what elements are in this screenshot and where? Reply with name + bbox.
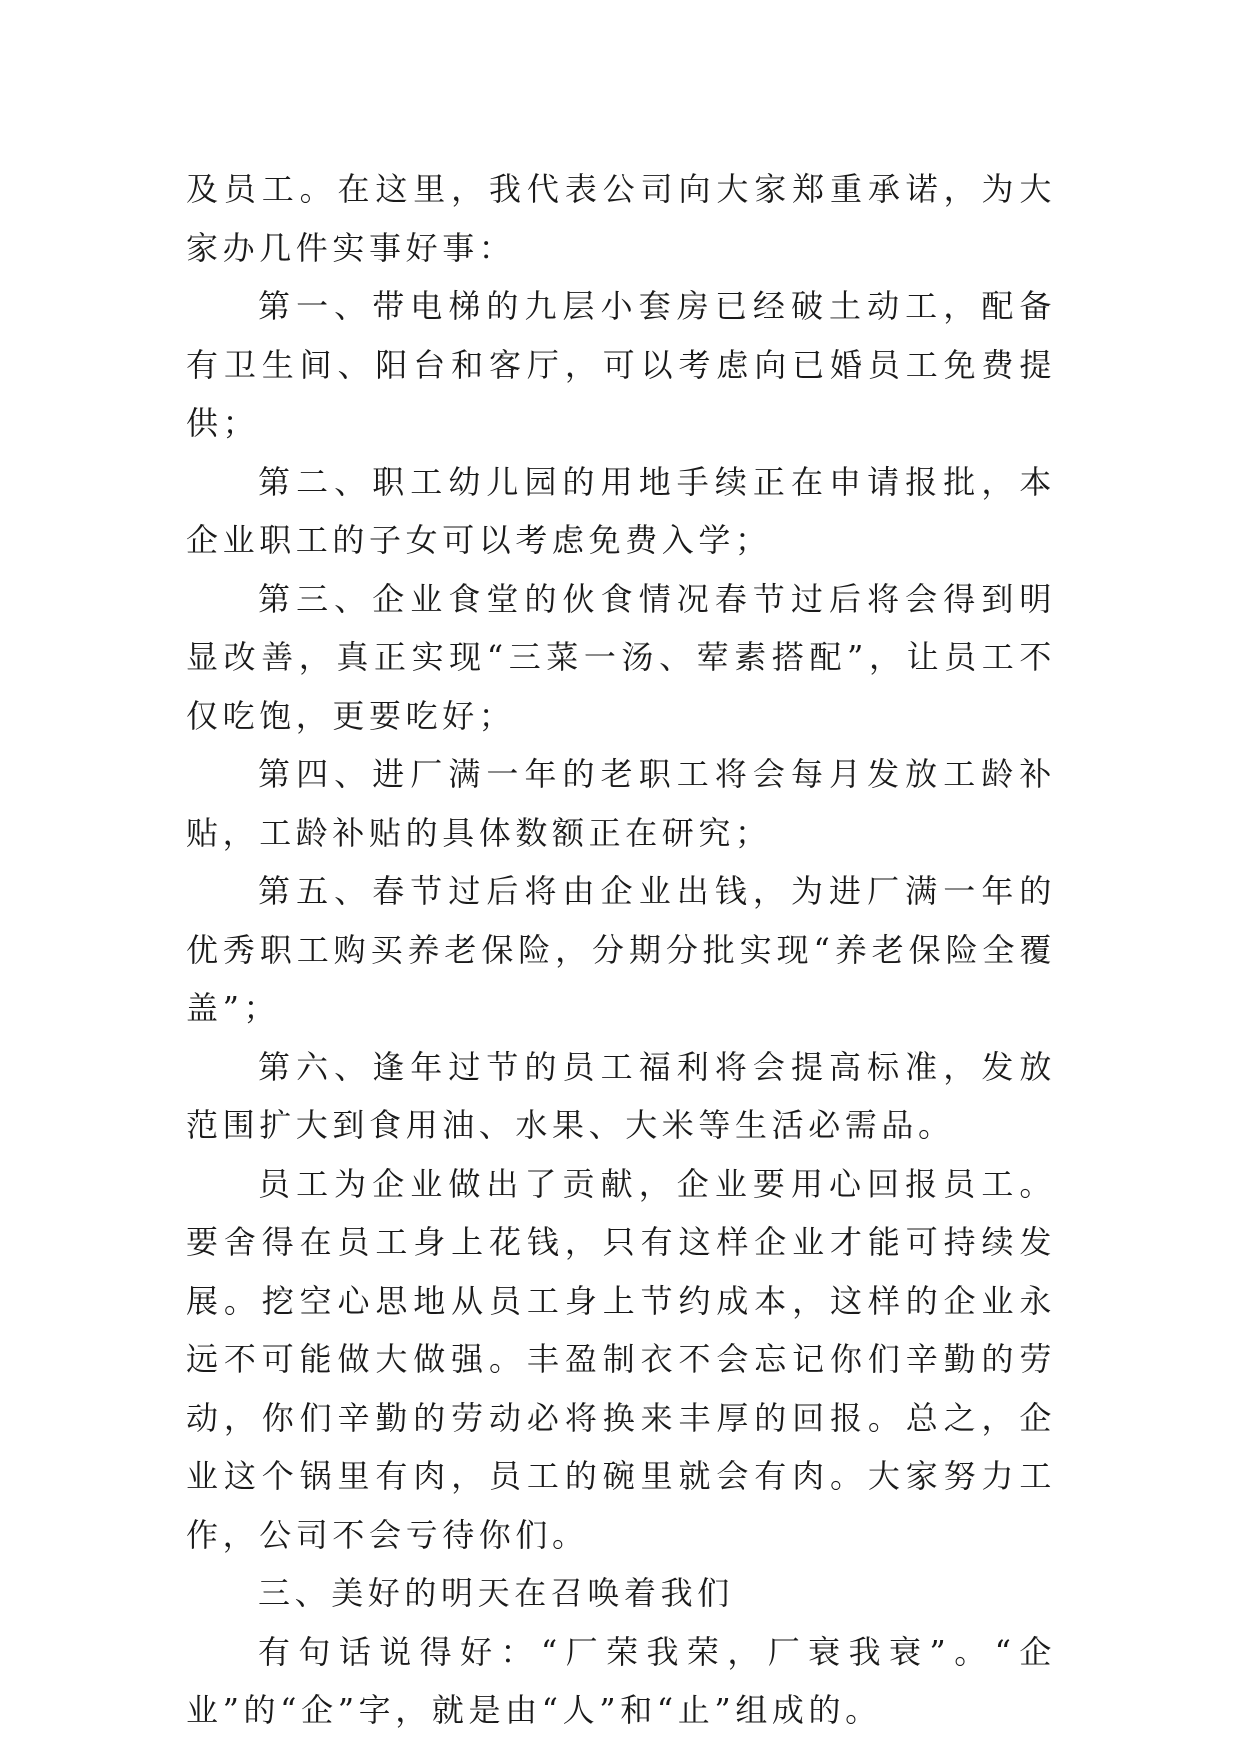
- paragraph-item-6: 第六、逢年过节的员工福利将会提高标准，发放范围扩大到食用油、水果、大米等生活必需品。: [186, 1047, 1056, 1144]
- paragraph-item-1: 第一、带电梯的九层小套房已经破土动工，配备有卫生间、阳台和客厅，可以考虑向已婚员工免费提供；: [186, 287, 1056, 442]
- paragraph-item-5: 第五、春节过后将由企业出钱，为进厂满一年的优秀职工购买养老保险，分期分批实现“养老保险全覆盖”；: [186, 872, 1056, 1027]
- document-body: [186, 160, 1056, 1740]
- paragraph-continuation: 及员工。在这里，我代表公司向大家郑重承诺，为大家办几件实事好事：: [186, 170, 1056, 267]
- paragraph-body: 员工为企业做出了贡献，企业要用心回报员工。要舍得在员工身上花钱，只有这样企业才能可持续发展。挖空心思地从员工身上节约成本，这样的企业永远不可能做大做强。丰盈制衣不会忘记你们辛勤的劳动，你们辛勤的劳动必将换来丰厚的回报。总之，企业这个锅里有肉，员工的碗里就会有肉。大家努力工作，公司不会亏待你们。: [186, 1164, 1056, 1554]
- paragraph-item-4: 第四、进厂满一年的老职工将会每月发放工龄补贴，工龄补贴的具体数额正在研究；: [186, 755, 1056, 852]
- paragraph-item-3: 第三、企业食堂的伙食情况春节过后将会得到明显改善，真正实现“三菜一汤、荤素搭配”，让员工不仅吃饱，更要吃好；: [186, 579, 1056, 735]
- paragraph-closing: 有句话说得好：“厂荣我荣，厂衰我衰”。“企业”的“企”字，就是由“人”和“止”组成的。: [186, 1632, 1056, 1729]
- section-heading: 三、美好的明天在召唤着我们: [258, 1574, 734, 1612]
- paragraph-item-2: 第二、职工幼儿园的用地手续正在申请报批，本企业职工的子女可以考虑免费入学；: [186, 462, 1056, 559]
